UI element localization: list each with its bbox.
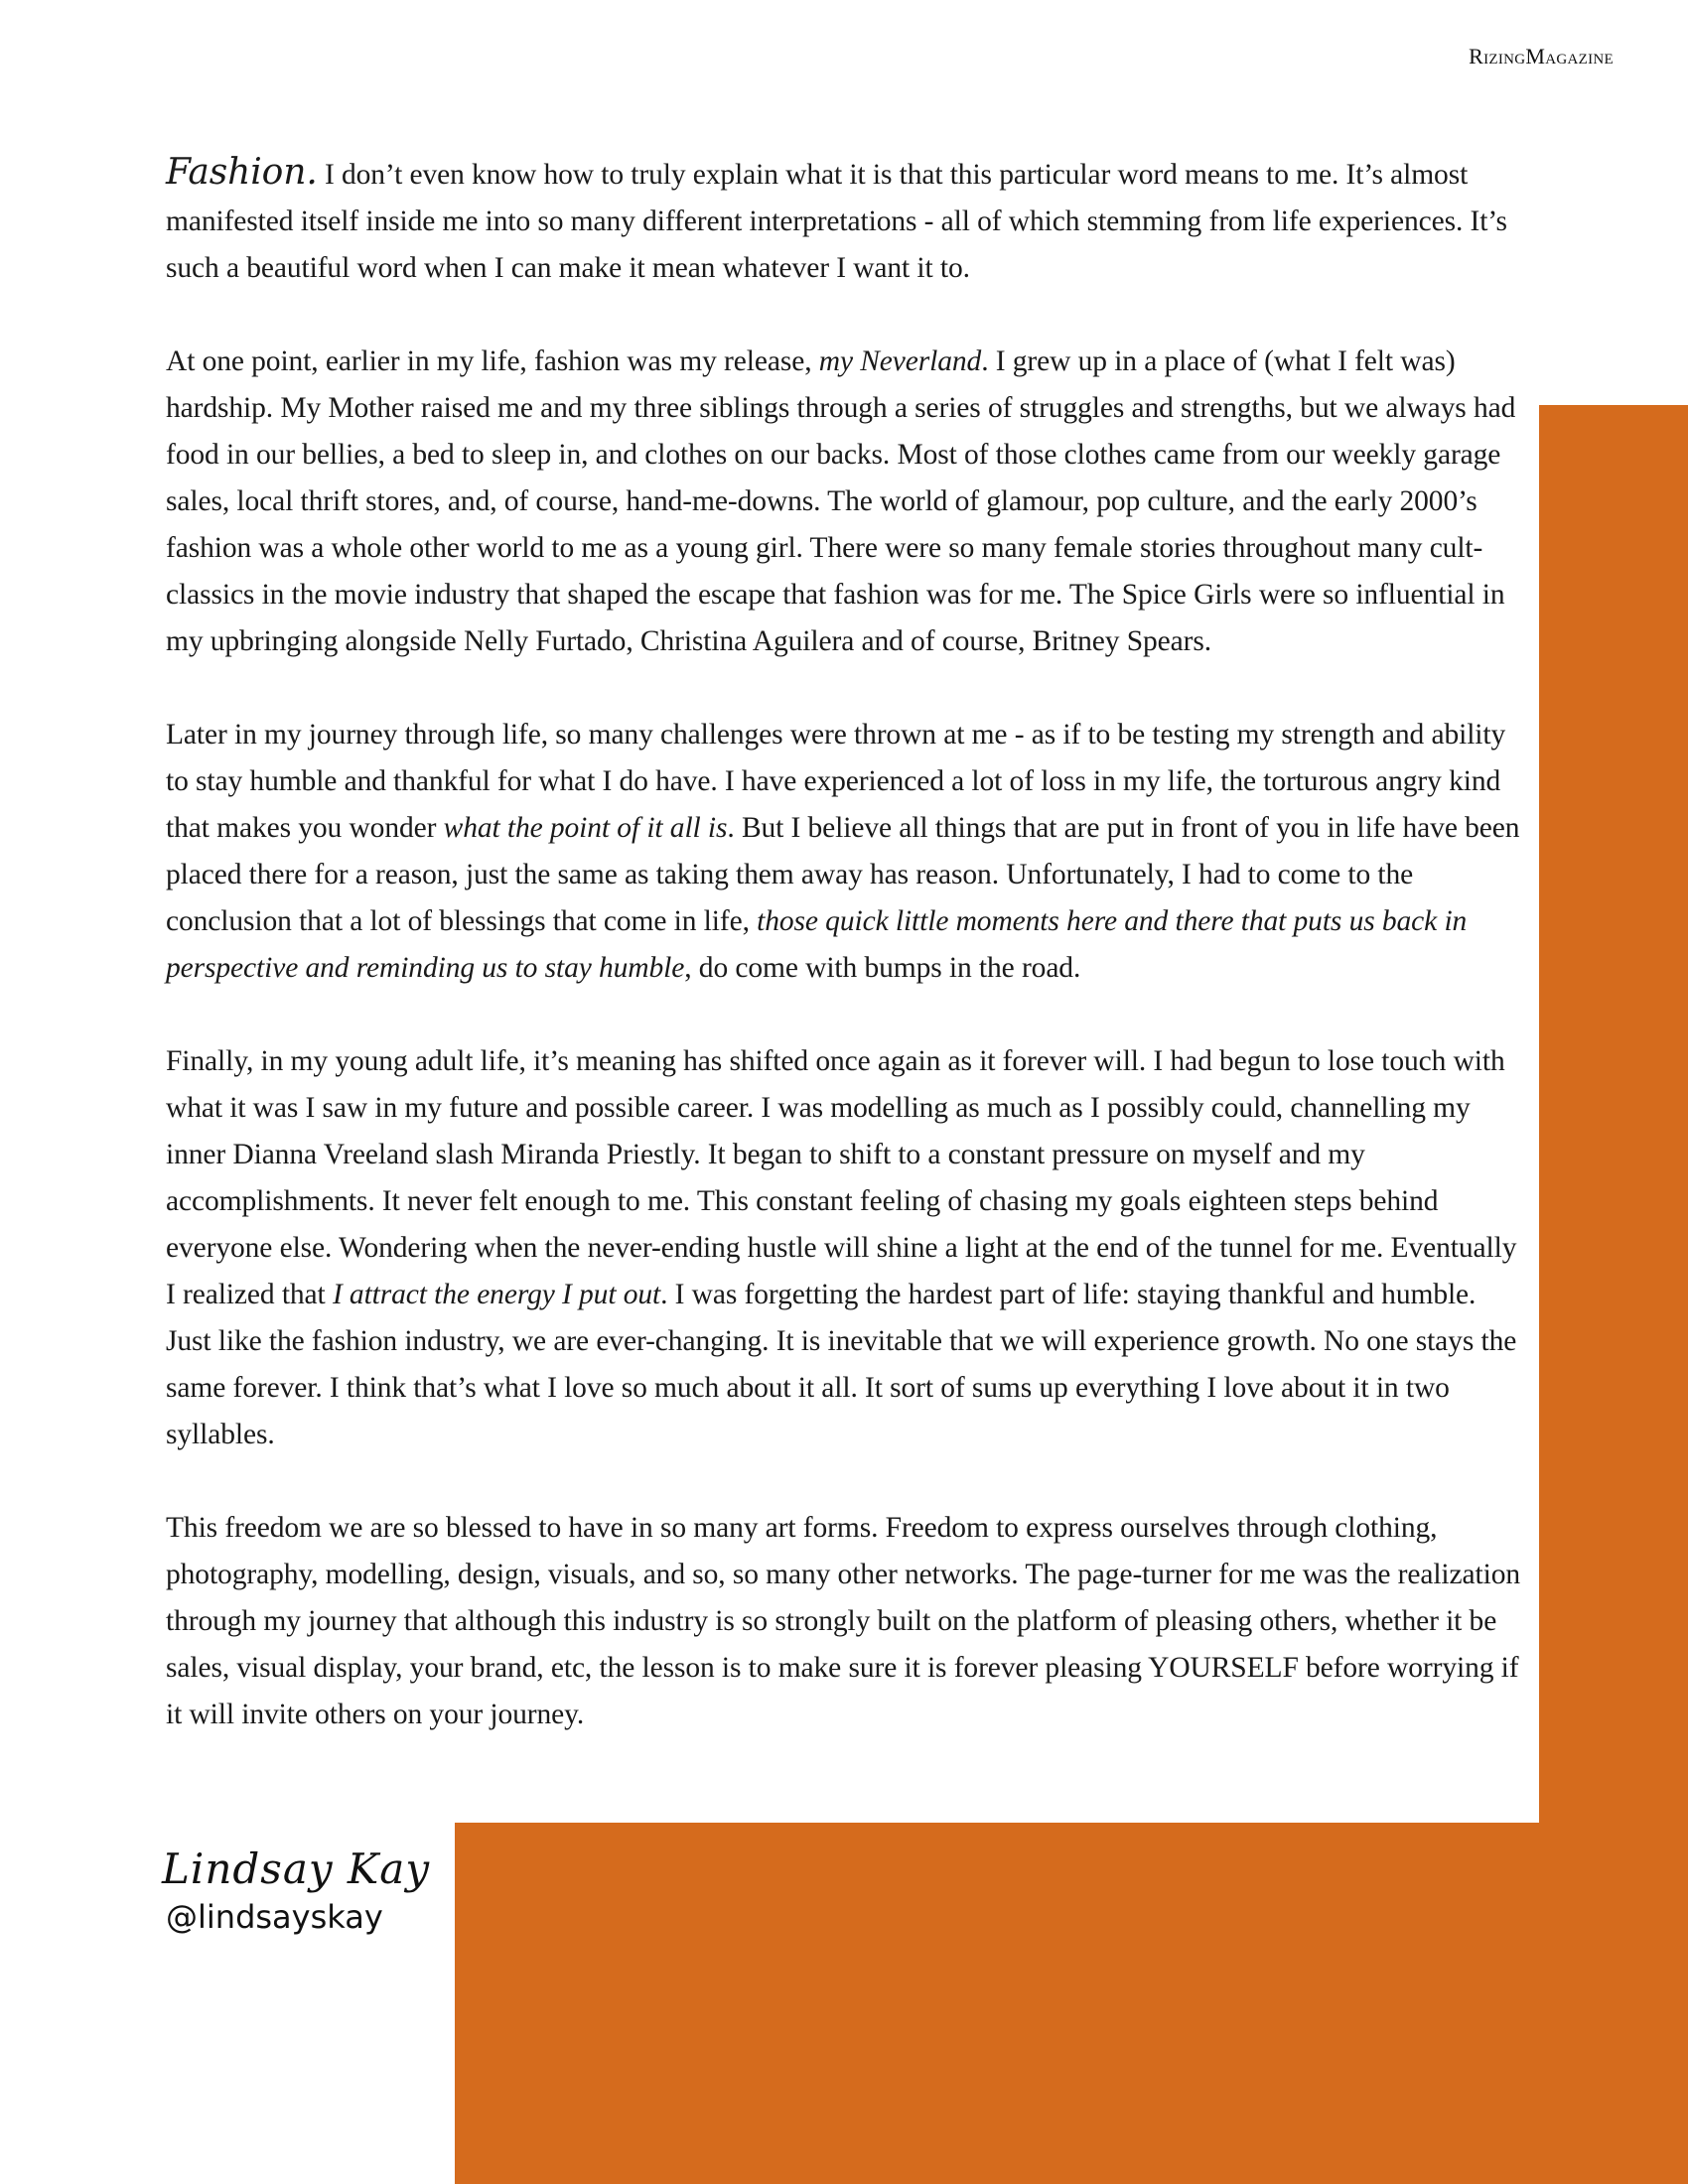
orange-accent-block-bottom [455,1823,1688,2184]
paragraph-4 [166,1038,1526,1458]
paragraph-1-text: I don’t even know how to truly explain what it is that this particular word means to me. It’s almost manifested itself inside me into so many different interpretations - all of which stemming from life experiences. It’s such a beautiful word when I can make it mean whatever I want it to. [166,159,1507,284]
lead-word: Fashion. [166,152,318,193]
paragraph-3-emphasis-2: those quick little moments here and there that puts us back in perspective and reminding us to stay humble [166,905,1468,984]
paragraph-3 [166,712,1526,992]
paragraph-2-emphasis: my Neverland [818,345,982,377]
paragraph-4-emphasis: I attract the energy I put out [332,1279,661,1310]
paragraph-4-text-b: . I was forgetting the hardest part of life: staying thankful and humble. Just like the fashion industry, we are ever-changing. It is inevitable that we will experience growth. No one stays the same forever. I think that’s what I love so much about it all. It sort of sums up everything I love about it in two syllables. [166,1279,1517,1450]
author-signature: Lindsay Kay [162,1844,431,1893]
paragraph-4-text-a: Finally, in my young adult life, it’s meaning has shifted once again as it forever will. I had begun to lose touch with what it was I saw in my future and possible career. I was modelling as much as I possibly could, channelling my inner Dianna Vreeland slash Miranda Priestly. It began to shift to a constant pressure on myself and my accomplishments. It never felt enough to me. This constant feeling of chasing my goals eighteen steps behind everyone else. Wondering when the never-ending hustle will shine a light at the end of the tunnel for me. Eventually I realized that [166,1045,1517,1310]
paragraph-3-text-c: , do come with bumps in the road. [684,952,1081,984]
paragraph-2-text-b: . I grew up in a place of (what I felt was) hardship. My Mother raised me and my three siblings through a series of struggles and strengths, but we always had food in our bellies, a bed to sleep in, and clothes on our backs. Most of those clothes came from our weekly garage sales, local thrift stores, and, of course, hand-me-downs. The world of glamour, pop culture, and the early 2000’s fashion was a whole other world to me as a young girl. There were so many female stories throughout many cult-classics in the movie industry that shaped the escape that fashion was for me. The Spice Girls were so influential in my upbringing alongside Nelly Furtado, Christina Aguilera and of course, Britney Spears. [166,345,1516,657]
paragraph-3-text-a: Later in my journey through life, so many challenges were thrown at me - as if to be testing my strength and ability to stay humble and thankful for what I do have. I have experienced a lot of loss in my life, the torturous angry kind that makes you wonder [166,719,1506,844]
magazine-brand: RizingMagazine [1469,44,1614,68]
paragraph-5 [166,1505,1526,1738]
paragraph-3-emphasis-1: what the point of it all is [443,812,728,844]
paragraph-2-text-a: At one point, earlier in my life, fashion was my release, [166,345,819,377]
paragraph-3-text-b: . But I believe all things that are put in front of you in life have been placed there for a reason, just the same as taking them away has reason. Unfortunately, I had to come to the conclusion that a lot of blessings that come in life, [166,812,1520,937]
author-handle: @lindsayskay [166,1898,383,1936]
paragraph-5-text: This freedom we are so blessed to have in so many art forms. Freedom to express ourselves through clothing, photography, modelling, design, visuals, and so, so many other networks. The page-turner for me was the realization through my journey that although this industry is so strongly built on the platform of pleasing others, whether it be sales, visual display, your brand, etc, the lesson is to make sure it is forever pleasing YOURSELF before worrying if it will invite others on your journey. [166,1512,1521,1730]
article-body [166,149,1526,1785]
paragraph-1 [166,149,1526,292]
paragraph-2 [166,339,1526,665]
